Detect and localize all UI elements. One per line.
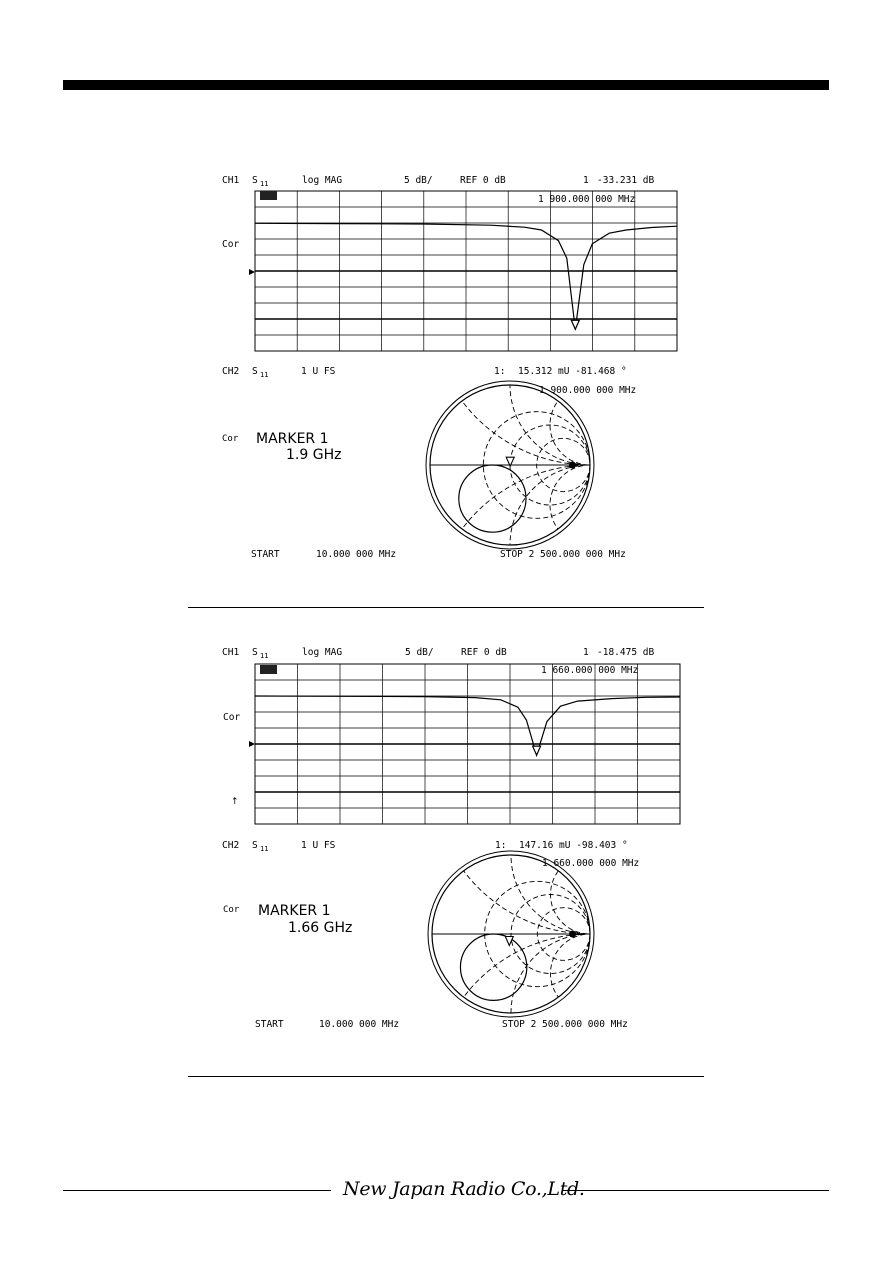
analyzer-panel-2	[205, 640, 695, 1040]
ch1-marker-value: -18.475 dB	[597, 647, 655, 658]
ch2-cor: Cor	[223, 905, 240, 915]
smith-reactance-arc	[551, 934, 630, 1013]
ref-line-pointer	[249, 741, 255, 747]
ch1-marker-triangle	[533, 746, 541, 755]
ch1-status-block	[260, 665, 277, 674]
ch1-grid	[255, 664, 680, 824]
ch2-format: 1 U FS	[301, 840, 336, 851]
ch1-param-sub: 11	[260, 180, 269, 188]
ch1-scale: 5 dB/	[404, 175, 433, 186]
ch2-param-sub: 11	[260, 371, 269, 379]
ch1-marker-value: -33.231 dB	[597, 175, 655, 186]
ch2-label: CH2	[222, 366, 240, 377]
smith-end-dot	[569, 931, 576, 938]
ref-line-pointer	[249, 269, 255, 275]
ch1-cor: Cor	[223, 712, 241, 723]
smith-reactance-arc	[511, 776, 669, 934]
ch1-marker-triangle	[571, 320, 579, 329]
ch1-format: log MAG	[302, 175, 343, 186]
scale-arrow-icon: ↑	[231, 797, 239, 807]
ch1-cor: Cor	[222, 239, 240, 250]
ch1-label: CH1	[222, 647, 240, 658]
start-label: START	[251, 549, 280, 560]
ch1-format: log MAG	[302, 647, 343, 658]
ch1-scale: 5 dB/	[405, 647, 434, 658]
start-label: START	[255, 1019, 284, 1030]
ch1-marker-num: 1	[583, 175, 589, 186]
analyzer-display-2	[205, 640, 695, 1040]
marker-label: MARKER 1	[256, 431, 329, 447]
marker-freq-big: 1.66 GHz	[288, 920, 353, 936]
ch1-param-sub: 11	[260, 652, 269, 660]
ch2-cor: Cor	[222, 434, 239, 444]
stop-label: STOP 2 500.000 000 MHz	[502, 1019, 628, 1030]
ch1-param: S	[252, 647, 258, 658]
ch1-marker-freq: 1 900.000 000 MHz	[538, 194, 636, 205]
ch2-marker-num: 1:	[494, 366, 506, 377]
ch2-param: S	[252, 840, 258, 851]
start-freq: 10.000 000 MHz	[316, 549, 397, 560]
separator-1	[188, 607, 704, 608]
analyzer-display-1	[205, 165, 695, 565]
marker-freq-big: 1.9 GHz	[286, 447, 342, 463]
smith-reactance-arc	[550, 385, 630, 465]
ch2-marker-freq: 1 900.000 000 MHz	[539, 385, 637, 396]
ch1-param: S	[252, 175, 258, 186]
ch1-ref: REF 0 dB	[461, 647, 507, 658]
start-freq: 10.000 000 MHz	[319, 1019, 400, 1030]
analyzer-panel-1	[205, 165, 695, 565]
top-rule	[63, 80, 829, 90]
ch1-marker-freq: 1 660.000 000 MHz	[541, 665, 639, 676]
smith-end-dot	[569, 462, 576, 469]
company-logo: New Japan Radio Co.,Ltd.	[343, 1178, 585, 1200]
ch1-ref: REF 0 dB	[460, 175, 506, 186]
ch1-label: CH1	[222, 175, 240, 186]
ch2-marker-num: 1:	[495, 840, 507, 851]
ch1-marker-num: 1	[583, 647, 589, 658]
ch2-marker-value: 15.312 mU -81.468 °	[518, 366, 627, 377]
ch2-marker-value: 147.16 mU -98.403 °	[519, 840, 628, 851]
footer-rule-left	[63, 1190, 331, 1191]
smith-reactance-arc	[430, 165, 695, 465]
smith-reactance-arc	[550, 465, 630, 545]
ch2-marker-freq: 1 660.000 000 MHz	[542, 858, 640, 869]
ch1-status-block	[260, 191, 277, 200]
separator-2	[188, 1076, 704, 1077]
marker-label: MARKER 1	[258, 903, 331, 919]
ch1-grid	[255, 191, 677, 351]
stop-label: STOP 2 500.000 000 MHz	[500, 549, 626, 560]
ch2-param-sub: 11	[260, 845, 269, 853]
ch2-format: 1 U FS	[301, 366, 336, 377]
smith-reactance-arc	[432, 640, 695, 934]
ch2-param: S	[252, 366, 258, 377]
footer-rule-right	[562, 1190, 829, 1191]
ch2-label: CH2	[222, 840, 240, 851]
